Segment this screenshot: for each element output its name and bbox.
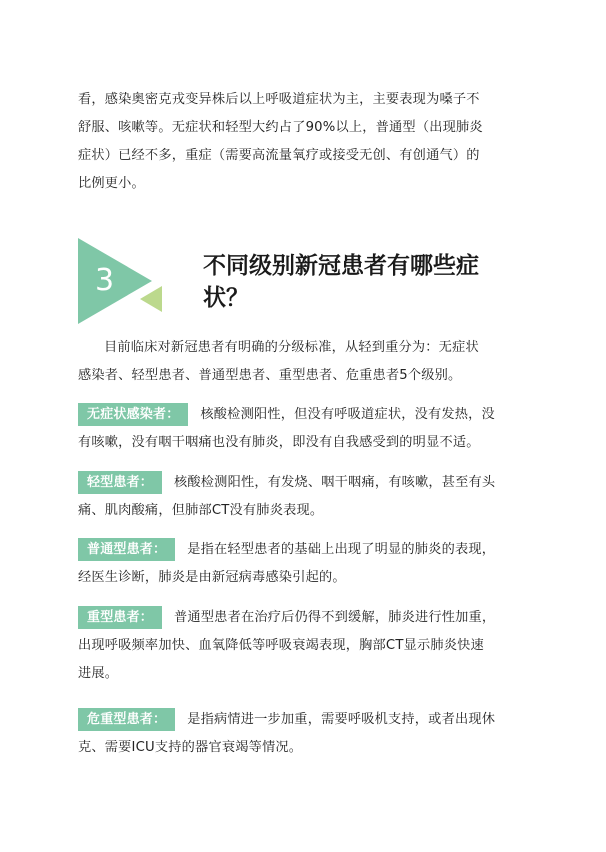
severity-tag: 危重型患者：	[78, 708, 175, 731]
severity-tag: 重型患者：	[78, 606, 162, 629]
lead-line: 感染者、轻型患者、普通型患者、重型患者、危重患者5个级别。	[78, 368, 462, 383]
intro-paragraph	[78, 86, 518, 198]
item-text: 痛、肌肉酸痛，但肺部CT没有肺炎表现。	[78, 503, 324, 518]
item-text: 克、需要ICU支持的器官衰竭等情况。	[78, 740, 303, 755]
severity-item-asymptomatic	[78, 401, 518, 457]
accent-triangle-icon	[140, 286, 162, 312]
section-title-line: 不同级别新冠患者有哪些症	[203, 253, 479, 279]
severity-tag: 普通型患者：	[78, 538, 175, 561]
severity-tag: 轻型患者：	[78, 471, 162, 494]
item-text: 进展。	[78, 666, 119, 681]
severity-item-moderate	[78, 536, 518, 592]
lead-paragraph	[78, 334, 518, 390]
intro-line: 看，感染奥密克戎变异株后以上呼吸道症状为主，主要表现为嗓子不	[78, 92, 480, 107]
item-text: 出现呼吸频率加快、血氧降低等呼吸衰竭表现，胸部CT显示肺炎快速	[78, 638, 484, 653]
item-text: 普通型患者在治疗后仍得不到缓解，肺炎进行性加重，	[174, 610, 496, 625]
intro-line: 症状）已经不多，重症（需要高流量氧疗或接受无创、有创通气）的	[78, 148, 480, 163]
item-text: 有咳嗽，没有咽干咽痛也没有肺炎，即没有自我感受到的明显不适。	[78, 435, 480, 450]
item-text: 核酸检测阳性，有发烧、咽干咽痛，有咳嗽，甚至有头	[174, 475, 496, 490]
item-text: 经医生诊断，肺炎是由新冠病毒感染引起的。	[78, 570, 346, 585]
lead-line: 目前临床对新冠患者有明确的分级标准，从轻到重分为：无症状	[104, 340, 479, 355]
section-title-line: 状？	[203, 285, 249, 311]
section-title	[203, 250, 523, 314]
item-text: 核酸检测阳性，但没有呼吸道症状，没有发热，没	[200, 407, 495, 422]
severity-item-severe	[78, 604, 518, 688]
section-number: 3	[95, 263, 115, 298]
section-heading	[78, 238, 528, 330]
intro-line: 比例更小。	[78, 176, 145, 191]
severity-item-critical	[78, 706, 518, 762]
item-text: 是指病情进一步加重，需要呼吸机支持，或者出现休	[187, 712, 496, 727]
intro-line: 舒服、咳嗽等。无症状和轻型大约占了90%以上，普通型（出现肺炎	[78, 120, 483, 135]
severity-item-mild	[78, 469, 518, 525]
severity-tag: 无症状感染者：	[78, 403, 188, 426]
item-text: 是指在轻型患者的基础上出现了明显的肺炎的表现，	[187, 542, 496, 557]
